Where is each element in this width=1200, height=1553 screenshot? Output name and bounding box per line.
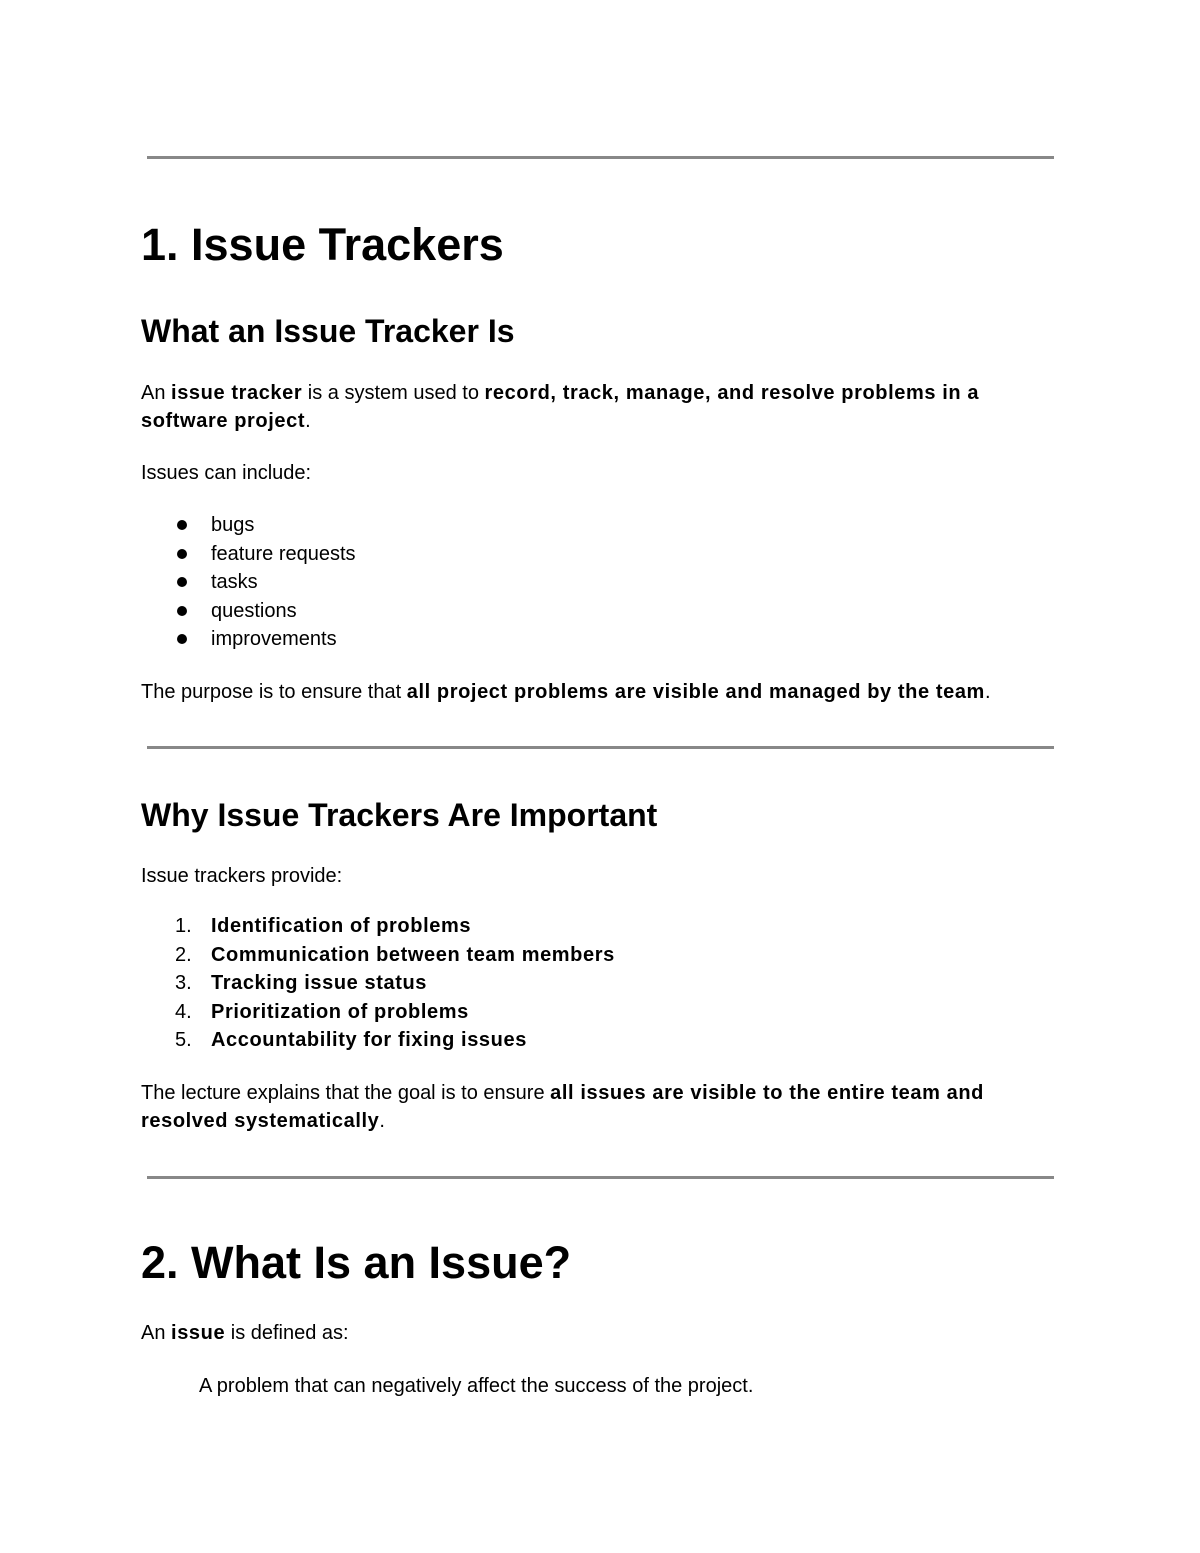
lecture-paragraph-line-1 — [141, 1079, 984, 1107]
lecture-paragraph-line-2 — [141, 1107, 385, 1135]
list-item-text: Accountability for fixing issues — [211, 1029, 527, 1051]
text-span: . — [379, 1110, 385, 1132]
issues-include-label: Issues can include: — [141, 462, 312, 484]
trackers-provide-label: Issue trackers provide: — [141, 865, 343, 887]
section-1-heading: 1. Issue Trackers — [141, 219, 504, 270]
issue-defined-paragraph — [141, 1319, 349, 1347]
bold-phrase: software project — [141, 410, 306, 432]
list-number: 5. — [175, 1029, 192, 1051]
bold-phrase: resolved systematically — [141, 1110, 380, 1132]
list-item-text: tasks — [211, 571, 258, 593]
what-issue-tracker-heading: What an Issue Tracker Is — [141, 313, 515, 349]
bullet-icon — [177, 634, 187, 644]
text-span: An — [141, 1322, 172, 1344]
bullet-icon — [177, 606, 187, 616]
bullet-icon — [177, 577, 187, 587]
text-span: . — [984, 681, 991, 703]
list-number: 1. — [175, 915, 192, 937]
section-2-heading: 2. What Is an Issue? — [141, 1237, 572, 1288]
list-item-text: Prioritization of problems — [211, 1000, 469, 1023]
issue-definition-quote: A problem that can negatively affect the success of the project. — [199, 1375, 754, 1397]
list-item-text: Tracking issue status — [211, 972, 428, 994]
text-span: is a system used to — [302, 382, 485, 404]
purpose-paragraph — [141, 678, 991, 706]
bold-phrase: all project problems are visible and managed by the team — [406, 681, 985, 703]
text-span: The lecture explains that the goal is to ensure — [141, 1082, 551, 1104]
definition-paragraph-line-2 — [141, 407, 311, 435]
text-span: An — [141, 382, 172, 404]
text-span: The purpose is to ensure that — [141, 681, 407, 703]
bullet-icon — [177, 520, 187, 530]
list-item-text: bugs — [211, 514, 255, 536]
list-item-text: improvements — [211, 628, 337, 650]
horizontal-rule — [147, 156, 1054, 159]
definition-paragraph-line-1 — [141, 379, 979, 407]
text-span: . — [305, 410, 311, 432]
list-item-text: questions — [211, 599, 297, 622]
text-span: is defined as: — [225, 1322, 349, 1344]
why-important-heading: Why Issue Trackers Are Important — [141, 797, 658, 833]
list-number: 2. — [175, 943, 192, 966]
bullet-icon — [177, 549, 187, 559]
list-item-text: feature requests — [211, 542, 356, 565]
list-number: 4. — [175, 1000, 192, 1023]
bold-term: issue — [171, 1322, 226, 1344]
list-number: 3. — [175, 972, 192, 994]
list-item-text: Communication between team members — [211, 943, 615, 966]
bold-phrase: all issues are visible to the entire team and — [550, 1082, 984, 1104]
horizontal-rule — [147, 746, 1054, 749]
bold-term: issue tracker — [171, 382, 303, 404]
horizontal-rule — [147, 1176, 1054, 1179]
list-item-text: Identification of problems — [211, 915, 472, 937]
bold-phrase: record, track, manage, and resolve problems in a — [484, 382, 980, 404]
